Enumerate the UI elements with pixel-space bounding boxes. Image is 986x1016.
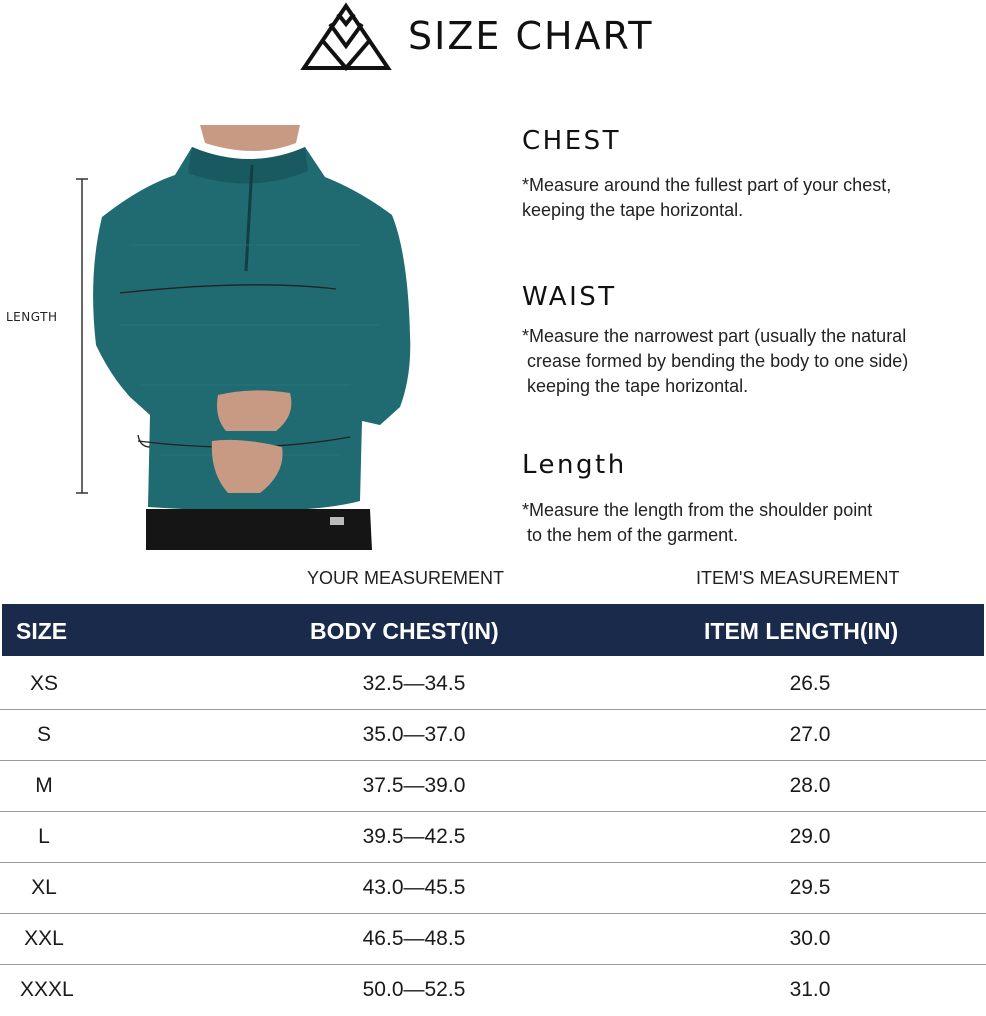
- column-header-item-length: ITEM LENGTH(IN): [704, 618, 899, 644]
- item-length-cell: 30.0: [789, 927, 831, 950]
- waist-instruction-line: crease formed by bending the body to one side): [522, 351, 909, 371]
- table-row: [0, 812, 986, 863]
- size-cell: XXL: [24, 927, 64, 950]
- chest-instruction-line: keeping the tape horizontal.: [522, 200, 744, 220]
- table-row: [0, 863, 986, 914]
- size-cell: M: [35, 774, 53, 797]
- waist-heading: WAIST: [522, 282, 617, 312]
- triangle-mountain-logo-icon: [300, 2, 392, 74]
- body-chest-cell: 43.0—45.5: [362, 876, 466, 899]
- column-header-size: SIZE: [16, 618, 68, 644]
- item-length-cell: 27.0: [789, 723, 831, 746]
- your-measurement-label: YOUR MEASUREMENT: [307, 568, 505, 588]
- length-heading: Length: [522, 450, 627, 480]
- body-chest-cell: 46.5—48.5: [362, 927, 466, 950]
- item-length-cell: 29.0: [789, 825, 831, 848]
- size-cell: S: [36, 723, 51, 746]
- body-chest-cell: 32.5—34.5: [362, 672, 466, 695]
- length-side-label: LENGTH: [6, 310, 58, 324]
- body-chest-cell: 35.0—37.0: [362, 723, 466, 746]
- size-cell: XXXL: [20, 978, 74, 1001]
- body-chest-cell: 50.0—52.5: [362, 978, 466, 1001]
- waist-instruction-line: *Measure the narrowest part (usually the natural: [522, 326, 907, 346]
- item-length-cell: 28.0: [789, 774, 831, 797]
- table-row: [0, 659, 986, 710]
- item-length-cell: 26.5: [789, 672, 831, 695]
- waist-instruction-line: keeping the tape horizontal.: [522, 376, 749, 396]
- size-cell: XS: [29, 672, 58, 695]
- size-cell: L: [38, 825, 50, 848]
- column-header-body-chest: BODY CHEST(IN): [310, 618, 499, 644]
- item-length-cell: 31.0: [789, 978, 831, 1001]
- size-cell: XL: [31, 876, 57, 899]
- table-row: [0, 710, 986, 761]
- size-table-header: [2, 604, 984, 656]
- chest-heading: CHEST: [522, 126, 622, 156]
- page-title: SIZE CHART: [408, 14, 654, 58]
- chest-instruction-line: *Measure around the fullest part of your chest,: [522, 175, 892, 195]
- table-row: [0, 965, 986, 1016]
- chest-instructions: [522, 173, 891, 223]
- model-shirt-illustration: [0, 125, 420, 550]
- waist-instructions: [522, 324, 908, 399]
- table-row: [0, 914, 986, 965]
- length-instructions: [522, 498, 872, 548]
- table-row: [0, 761, 986, 812]
- body-chest-cell: 39.5—42.5: [362, 825, 466, 848]
- item-length-cell: 29.5: [789, 876, 831, 899]
- length-instruction-line: to the hem of the garment.: [522, 525, 739, 545]
- body-chest-cell: 37.5—39.0: [362, 774, 466, 797]
- length-instruction-line: *Measure the length from the shoulder point: [522, 500, 873, 520]
- item-measurement-label: ITEM'S MEASUREMENT: [696, 568, 900, 588]
